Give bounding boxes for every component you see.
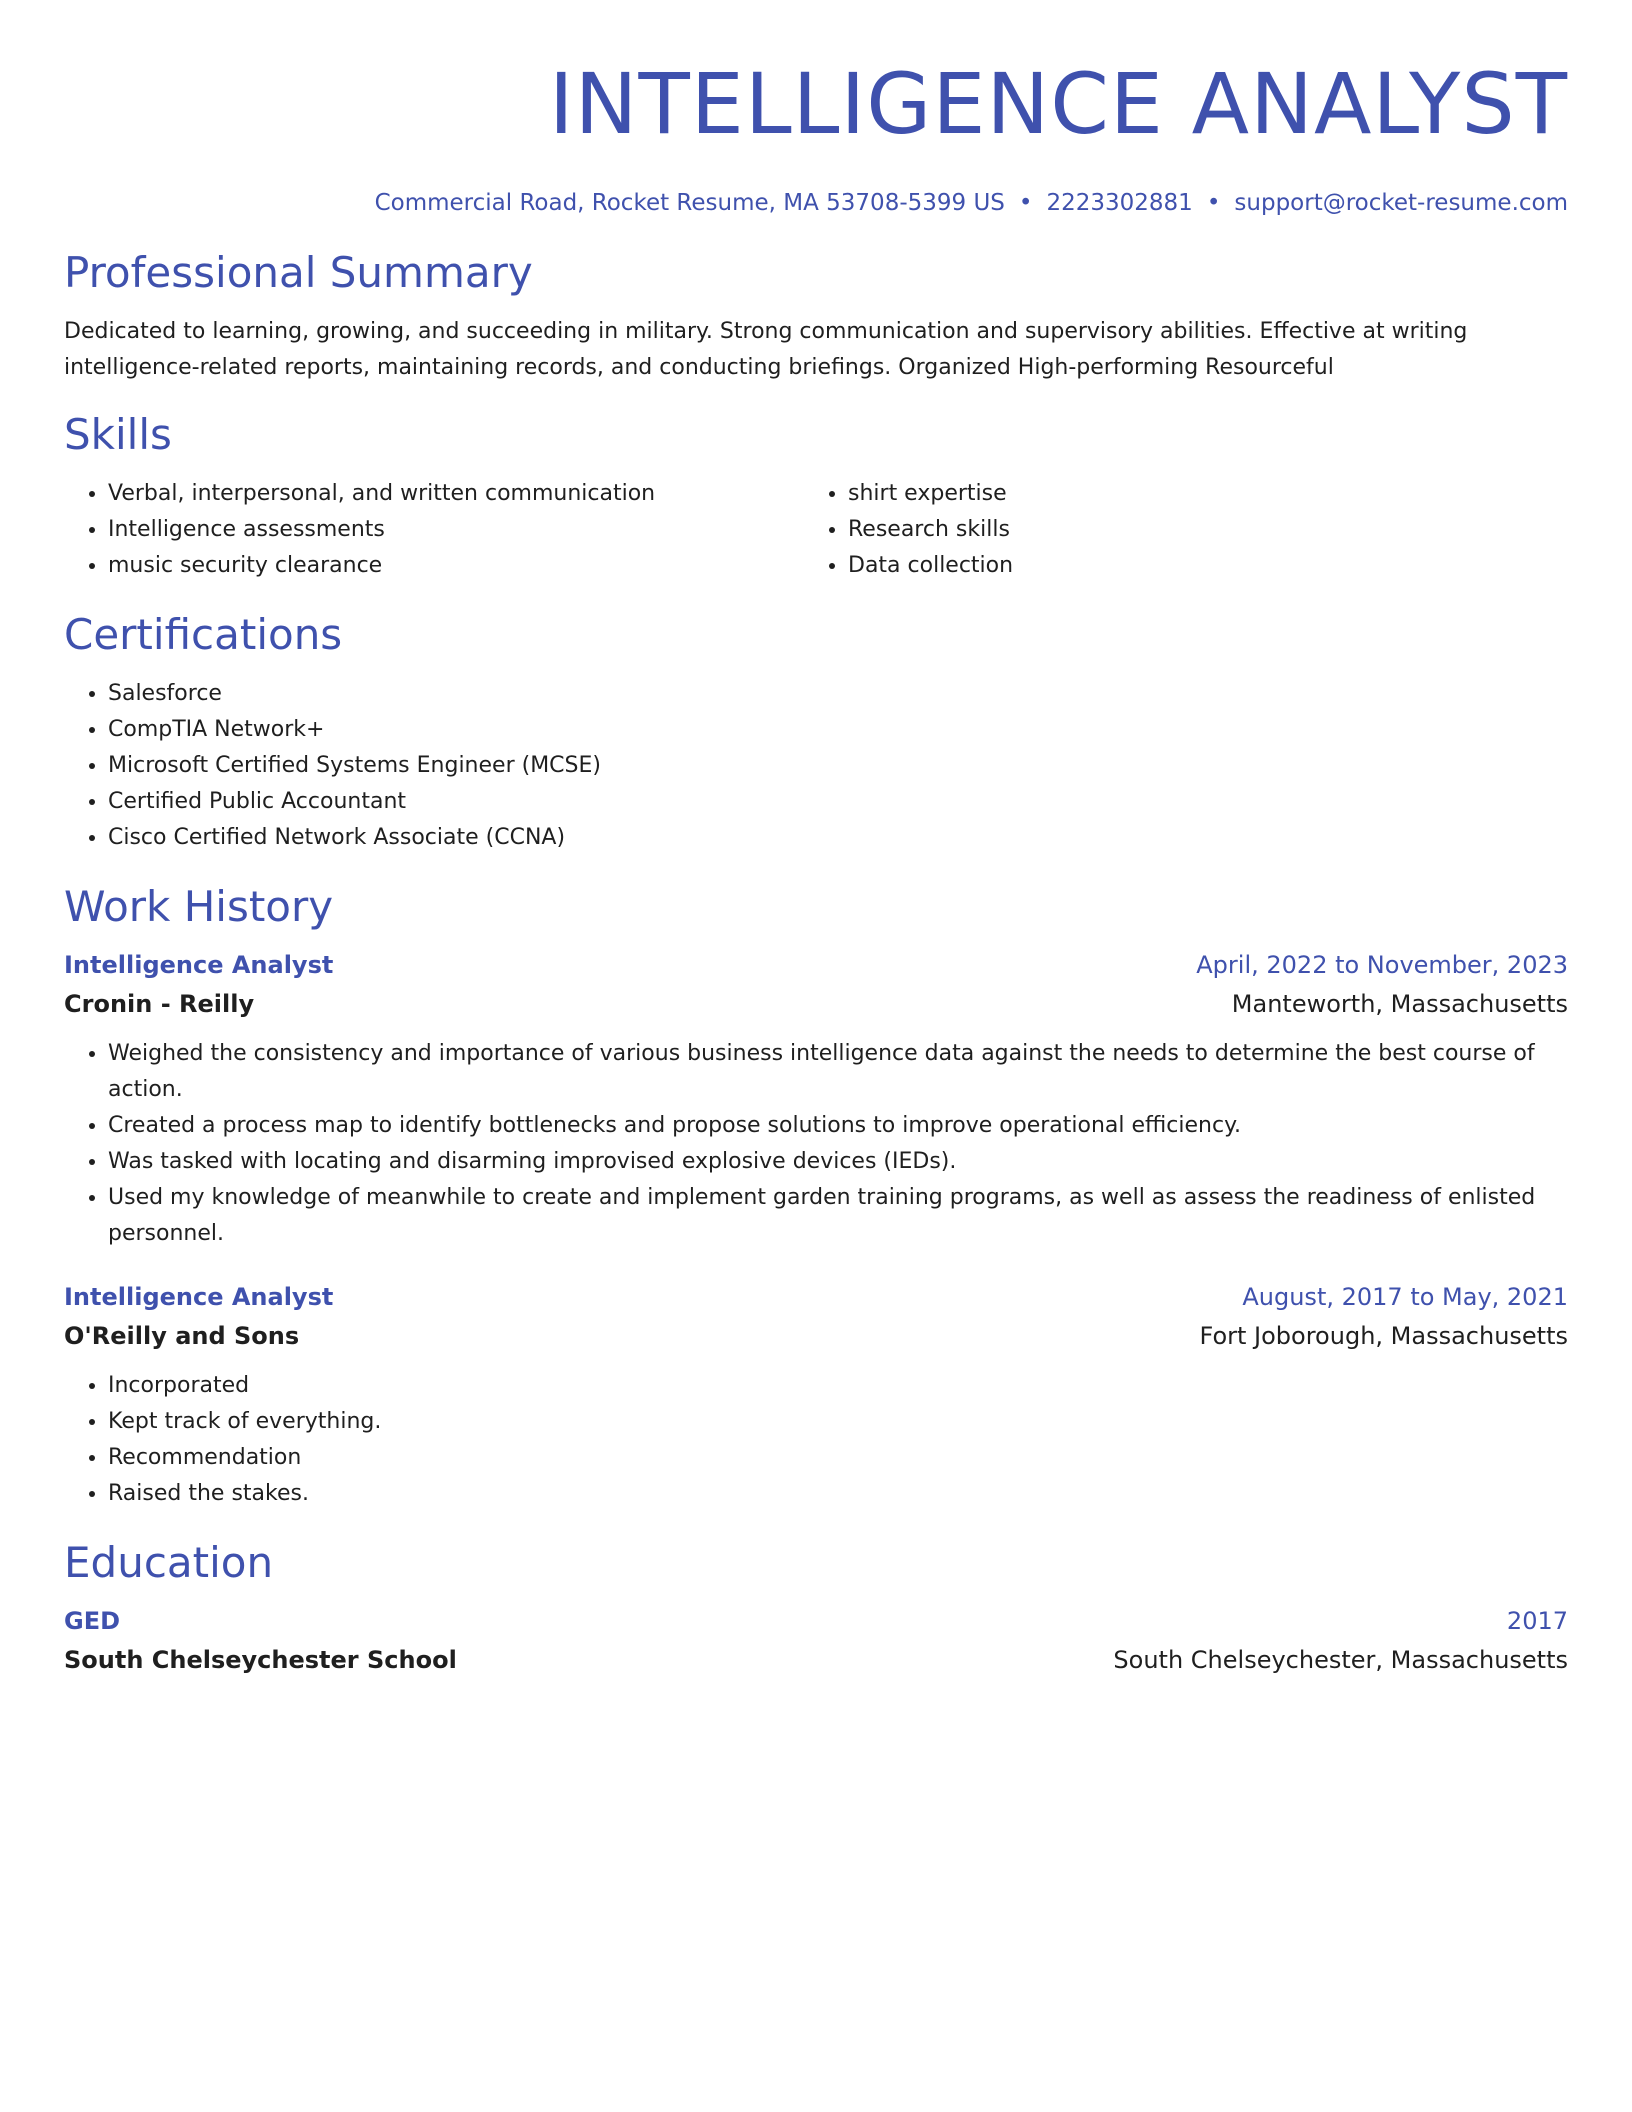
school-name: South Chelseychester School bbox=[64, 1646, 457, 1674]
email-link[interactable]: support@rocket-resume.com bbox=[1234, 190, 1568, 216]
contact-line bbox=[64, 188, 1568, 218]
summary-text: Dedicated to learning, growing, and succeeding in military. Strong communication and supervisory abilities. Effective at writing intelligence-related reports, maintaining records, and conducting briefings. Organized High-performing Resourceful bbox=[64, 319, 1468, 380]
job-dates: August, 2017 to May, 2021 bbox=[1242, 1283, 1568, 1311]
school-location: South Chelseychester, Massachusetts bbox=[1113, 1646, 1568, 1674]
contact-separator: • bbox=[1206, 190, 1221, 216]
work-section bbox=[64, 882, 1568, 1512]
education-school-row bbox=[64, 1640, 1568, 1680]
skills-list-left bbox=[64, 476, 804, 584]
certification-item: • Microsoft Certified Systems Engineer (MCSE) bbox=[108, 748, 1568, 784]
job-title: Intelligence Analyst bbox=[64, 951, 334, 979]
section-title-summary: Professional Summary bbox=[64, 248, 533, 297]
contact-separator: • bbox=[1018, 190, 1033, 216]
section-title-certifications: Certifications bbox=[64, 610, 343, 659]
employer-name: Cronin - Reilly bbox=[64, 990, 255, 1018]
job-bullet: • Used my knowledge of meanwhile to create and implement garden training programs, as well as assess the readiness of enlisted personnel. bbox=[108, 1180, 1568, 1252]
job-bullets bbox=[64, 1036, 1568, 1252]
certification-item: • Cisco Certified Network Associate (CCNA) bbox=[108, 820, 1568, 856]
job-entry bbox=[64, 1278, 1568, 1512]
skill-item: • shirt expertise bbox=[848, 476, 1544, 512]
skills-section bbox=[64, 410, 1568, 584]
employer-name: O'Reilly and Sons bbox=[64, 1322, 300, 1350]
skill-item: • Intelligence assessments bbox=[108, 512, 804, 548]
summary-section bbox=[64, 248, 1568, 386]
job-location: Manteworth, Massachusetts bbox=[1231, 990, 1568, 1018]
skill-item: • Verbal, interpersonal, and written communication bbox=[108, 476, 804, 512]
job-bullet: • Incorporated bbox=[108, 1368, 1568, 1404]
skills-grid bbox=[64, 460, 1568, 584]
certification-item: • CompTIA Network+ bbox=[108, 712, 1568, 748]
job-bullet: • Recommendation bbox=[108, 1440, 1568, 1476]
skills-list-right bbox=[804, 476, 1544, 584]
job-bullet: • Raised the stakes. bbox=[108, 1476, 1568, 1512]
address: Commercial Road, Rocket Resume, MA 53708-5399 US bbox=[374, 190, 1005, 216]
certification-item: • Certified Public Accountant bbox=[108, 784, 1568, 820]
job-bullet: • Weighed the consistency and importance of various business intelligence data against the needs to determine the best course of action. bbox=[108, 1036, 1568, 1108]
job-title: Intelligence Analyst bbox=[64, 1283, 334, 1311]
section-title-education: Education bbox=[64, 1538, 274, 1587]
job-bullets bbox=[64, 1368, 1568, 1512]
job-location: Fort Joborough, Massachusetts bbox=[1199, 1322, 1568, 1350]
job-employer-row bbox=[64, 984, 1568, 1024]
resume-name: INTELLIGENCE ANALYST bbox=[548, 55, 1568, 153]
job-employer-row bbox=[64, 1316, 1568, 1356]
skill-item: • Data collection bbox=[848, 548, 1544, 584]
phone[interactable]: 2223302881 bbox=[1046, 190, 1193, 216]
section-title-skills: Skills bbox=[64, 410, 172, 459]
certifications-section bbox=[64, 610, 1568, 856]
graduation-year: 2017 bbox=[1506, 1607, 1568, 1635]
degree: GED bbox=[64, 1607, 121, 1635]
education-section bbox=[64, 1538, 1568, 1680]
skill-item: • music security clearance bbox=[108, 548, 804, 584]
job-header-row bbox=[64, 946, 1568, 984]
skill-item: • Research skills bbox=[848, 512, 1544, 548]
job-bullet: • Created a process map to identify bottlenecks and propose solutions to improve operational efficiency. bbox=[108, 1108, 1568, 1144]
education-entry bbox=[64, 1602, 1568, 1680]
job-entry bbox=[64, 946, 1568, 1252]
education-header-row bbox=[64, 1602, 1568, 1640]
certifications-list bbox=[64, 676, 1568, 856]
job-dates: April, 2022 to November, 2023 bbox=[1196, 951, 1568, 979]
job-header-row bbox=[64, 1278, 1568, 1316]
job-bullet: • Was tasked with locating and disarming improvised explosive devices (IEDs). bbox=[108, 1144, 1568, 1180]
section-title-work: Work History bbox=[64, 882, 334, 931]
certification-item: • Salesforce bbox=[108, 676, 1568, 712]
job-bullet: • Kept track of everything. bbox=[108, 1404, 1568, 1440]
